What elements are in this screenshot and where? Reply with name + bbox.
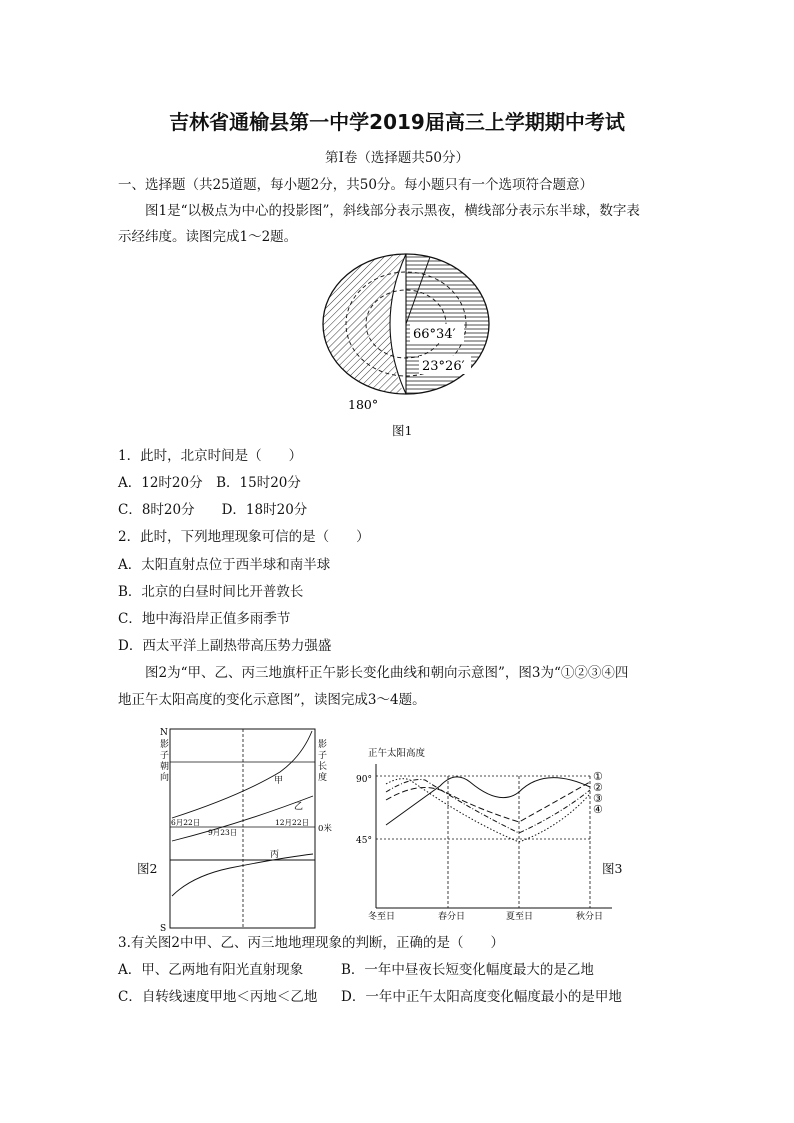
fig3-y90: 90° [356,775,372,785]
fig3-series-2: ② [593,781,603,794]
q1-stem: 1．此时，北京时间是（ ） [118,448,303,464]
q3-option-b: B．一年中昼夜长短变化幅度最大的是乙地 [341,962,594,978]
q3-option-a: A．甲、乙两地有阳光直射现象 [118,962,304,978]
fig2-axis-char: 向 [160,773,170,783]
section-subtitle: 第Ⅰ卷（选择题共50分） [324,150,469,166]
fig3-series-1: ① [593,770,603,783]
fig3-y45: 45° [356,836,372,846]
q3-option-c: C．自转线速度甲地＜丙地＜乙地 [118,989,318,1005]
fig3-x-summer: 夏至日 [506,912,534,922]
fig3-x-autumn: 秋分日 [576,912,604,922]
fig2-axis-s: S [160,924,167,934]
q1-options-ab: A．12时20分 B．15时20分 [118,475,301,491]
figure-2-shadow-chart [130,726,340,934]
q3-stem: 3.有关图2中甲、乙、丙三地地理现象的判断，正确的是（ ） [118,935,504,951]
fig3-caption: 图3 [602,861,623,876]
fig2-date-dec22: 12月22日 [275,818,310,827]
q2-option-d: D．西太平洋上副热带高压势力强盛 [118,638,332,654]
fig2-label-jia: 甲 [274,776,284,786]
fig1-label-66: 66°34′ [413,327,456,342]
fig2-label-bing: 丙 [270,850,280,860]
fig2-date-sep23: 9月23日 [208,828,238,837]
fig3-x-spring: 春分日 [438,912,466,922]
fig2-axis-n: N [160,728,168,738]
figure-1-polar-projection [318,252,498,414]
fig2-zero-label: 0米 [318,824,332,834]
q2-option-b: B．北京的白昼时间比开普敦长 [118,584,304,600]
fig2-axis-char: 子 [160,751,170,761]
fig3-x-winter: 冬至日 [368,912,396,922]
q3-option-d: D．一年中正午太阳高度变化幅度最小的是甲地 [341,989,622,1005]
fig2-label-yi: 乙 [294,802,304,812]
fig1-intro-line1: 图1是“以极点为中心的投影图”，斜线部分表示黑夜，横线部分表示东半球，数字表 [145,203,640,219]
fig2-axis-char: 子 [318,751,328,761]
q2-option-a: A．太阳直射点位于西半球和南半球 [118,557,331,573]
section-heading: 一、选择题（共25道题，每小题2分，共50分。每小题只有一个选项符合题意） [118,177,593,193]
fig1-label-23: 23°26′ [422,359,465,374]
q2-stem: 2．此时，下列地理现象可信的是（ ） [118,529,370,545]
fig2-axis-char: 长 [318,762,328,772]
fig2-axis-char: 影 [318,740,328,750]
q2-option-c: C．地中海沿岸正值多雨季节 [118,611,291,627]
fig1-intro-line2: 示经纬度。读图完成1～2题。 [118,229,298,245]
fig2-axis-char: 朝 [160,762,170,772]
fig3-series-3: ③ [593,792,603,805]
fig2-date-jun22: 6月22日 [171,818,201,827]
fig3-series-4: ④ [593,803,603,816]
fig23-intro-line1: 图2为“甲、乙、丙三地旗杆正午影长变化曲线和朝向示意图”，图3为“①②③④四 [145,665,629,681]
fig3-ylabel: 正午太阳高度 [368,748,426,759]
fig1-label-180: 180° [348,397,379,412]
figure-3-solar-altitude-chart [350,742,630,922]
fig1-caption: 图1 [392,423,413,438]
page-title: 吉林省通榆县第一中学2019届高三上学期期中考试 [169,110,625,134]
fig2-caption: 图2 [137,861,158,876]
q1-options-cd: C．8时20分 D．18时20分 [118,502,308,518]
fig23-intro-line2: 地正午太阳高度的变化示意图”，读图完成3～4题。 [118,692,426,708]
fig2-axis-char: 影 [160,740,170,750]
fig2-axis-char: 度 [318,773,328,783]
